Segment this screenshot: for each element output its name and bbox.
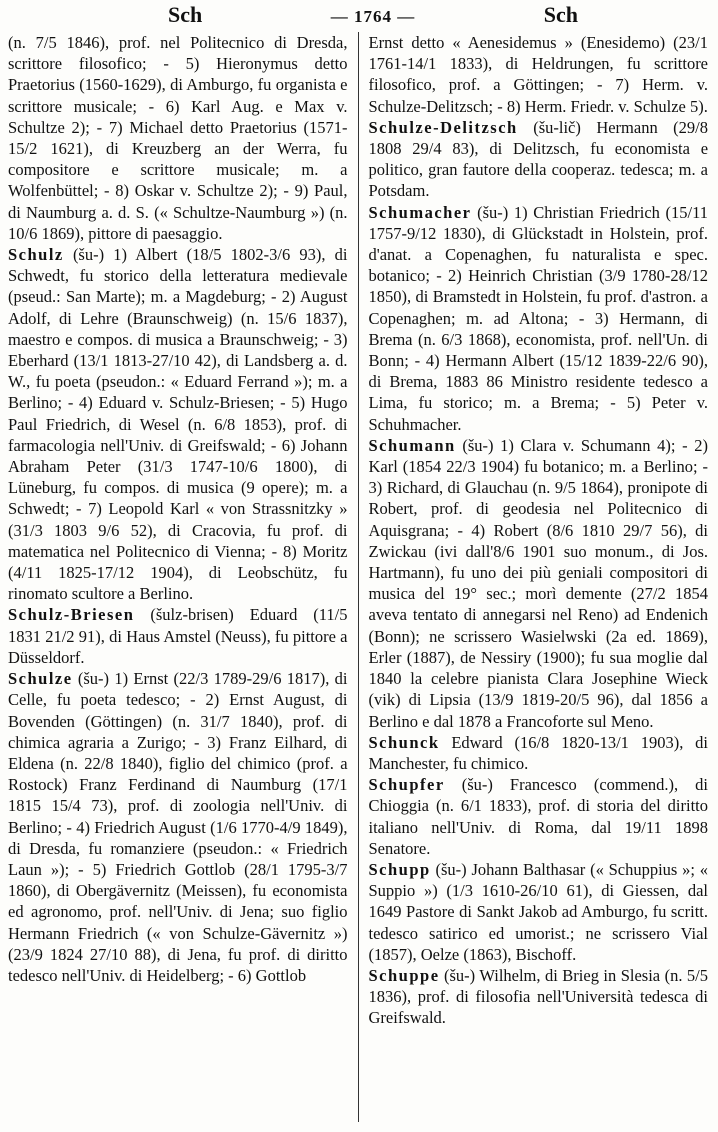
page-number: — 1764 — [330,7,416,26]
entry-headword: Schuppe [368,965,440,985]
entry-headword: Schupp [368,859,431,879]
entry-text: (šu-) 1) Clara v. Schumann 4); - 2) Karl (1854 22/3 1904) fu botanico; m. a Berlino; - 3) Richard, di Glauchau (n. 9/5 1864), pronipote di Robert, prof. di geodesia nel Politecnico di Aquisgrana; - 4) Robert (8/6 1810 29/7 56), di Zwickau (ivi dall'8/6 1901 suo monum., di Jos. Hartmann), fu uno dei più geniali compositori di musica del 19° sec.; morì demente (27/2 1854 aveva tentato di annegarsi nel Reno) ad Endenich (Bonn); ne scrissero Wasielwski (2a ed. 1869), Erler (1887), de Nessiry (1900); fu sua moglie dal 1840 la celebre pianista Clara Josephine Wieck (vik) di Lipsia (13/9 1819-20/5 96), dal 1856 a Berlino e dal 1878 a Francoforte sul Meno. [368,435,709,731]
entry-text: (šu-) 1) Christian Friedrich (15/11 1757-9/12 1830), di Glückstadt in Holstein, prof. d'anat. a Copenaghen, fu naturalista e spec. botanico; - 2) Heinrich Christian (3/9 1780-28/12 1850), di Bramstedt in Holstein, fu prof. d'astron. a Copenaghen; m. ad Altona; - 3) Hermann, di Brema (n. 6/3 1868), economista, prof. nell'Un. di Bonn; - 4) Hermann Albert (15/12 1839-22/6 90), di Brema, 1883 86 Ministro residente tedesco a Lima, fu storico; m. a Brema; - 5) Peter v. Schuhmacher. [368,202,709,434]
left-column [8,32,356,1122]
entry-text: (šu-) 1) Ernst (22/3 1789-29/6 1817), di Celle, fu poeta tedesco; - 2) Ernst August, di Bovenden (Göttingen) (n. 31/7 1840), prof. di chimica agraria a Zurigo; - 3) Franz Eilhard, di Eldena (n. 22/8 1840), figlio del chimico (prof. a Rostock) Franz Ferdinand di Naumburg (17/1 1815 15/4 73), prof. di zoologia nell'Univ. di Berlino; - 4) Friedrich August (1/6 1770-4/9 1849), di Dresda, fu romanziere (pseudon.: « Friedrich Laun »); - 5) Friedrich Gottlob (28/1 1795-3/7 1860), di Obergävernitz (Meissen), fu economista ed agronomo, prof. nell'Univ. di Jena; suo figlio Hermann Friedrich (« von Schulze-Gävernitz ») (23/9 1824 27/10 88), di Jena, fu prof. di diritto tedesco nell'Univ. di Heidelberg; - 6) Gottlob [8,669,348,985]
entry-headword: Schupfer [368,775,445,795]
column-divider [358,32,359,1122]
entry-text: Ernst detto « Aenesidemus » (Enesidemo) (23/1 1761-14/1 1833), di Heldrungen, fu scrittore filosofico, prof. a Göttingen; - 7) Herm. v. Schulze-Delitzsch; - 8) Herm. Friedr. v. Schulze 5). [368,33,709,116]
entry [369,32,709,117]
entry [369,435,709,732]
entry [8,668,348,986]
entry-text: (šulz-brisen) Eduard (11/5 1831 21/2 91), di Haus Amstel (Neuss), fu pittore a Düsseldorf. [8,605,348,667]
entry [369,117,709,202]
entry-headword: Schunck [368,732,440,752]
entry-text: (šu-) Francesco (commend.), di Chioggia (n. 6/1 1833), prof. di storia del diritto italiano nell'Univ. di Roma, dal 19/11 1898 Senatore. [368,775,709,858]
entry [369,774,709,859]
entry-text: (šu-) Johann Balthasar (« Schuppius »; « Suppio ») (1/3 1610-26/10 61), di Giessen, dal 1649 Pastore di Sankt Jakob ad Amburgo, fu scritt. tedesco satirico ed umorist.; ne scrissero Vial (1857), Oelze (1863), Bischoff. [368,859,709,964]
entry [8,244,348,604]
entry-headword: Schumacher [368,202,472,222]
entry [369,965,709,1029]
entry-text: (šu-) 1) Albert (18/5 1802-3/6 93), di Schwedt, fu storico della letteratura medievale (pseud.: San Marte); m. a Magdeburg; - 2) August Adolf, di Lehre (Braunschweig) (n. 15/6 1837), maestro e compos. di musica a Braunschweig; - 3) Eberhard (13/1 1813-27/10 42), di Landsberg a. d. W., fu poeta (pseudon.: « Eduard Ferrand »); m. a Berlino; - 4) Eduard v. Schulz-Briesen; - 5) Hugo Paul Friedrich, di Wesel (n. 6/8 1853), prof. di farmacologia nell'Univ. di Greifswald; - 6) Johann Abraham Peter (31/3 1747-10/6 1800), di Lüneburg, fu compos. di musica (9 opere); m. a Schwedt; - 7) Leopold Karl « von Strassnitzky » (31/3 1803 9/6 52), di Cracovia, fu prof. di matematica nel Politecnico di Vienna; - 8) Moritz (4/11 1825-17/12 1904), di Leobschütz, fu rinomato scultore a Berlino. [8,245,348,604]
header-left-guide-word: Sch [168,2,203,27]
entry [369,732,709,774]
entry [369,859,709,965]
entry-headword: Schulze [8,669,73,689]
entry-headword: Schumann [368,435,456,455]
entry [369,202,709,435]
entry-text: (šu-lič) Hermann (29/8 1808 29/4 83), di Delitzsch, fu economista e politico, gran fautore della cooperaz. tedesca; m. a Potsdam. [368,117,709,201]
entry-headword: Schulz [8,245,64,265]
page-header [8,2,708,32]
entry-text: (šu-) Wilhelm, di Brieg in Slesia (n. 5/5 1836), prof. di filosofia nell'Università tedesca di Greifswald. [368,965,709,1028]
entry-headword: Schulz-Briesen [8,605,135,625]
entry [8,604,348,668]
two-column-body [8,32,708,1122]
entry-text: (n. 7/5 1846), prof. nel Politecnico di Dresda, scrittore filosofico; - 5) Hieronymus detto Praetorius (1560-1629), di Amburgo, fu organista e scrittore musicale; - 6) Karl Aug. e Max v. Schultze 2); - 7) Michael detto Praetorius (1571-15/2 1621), di Kreuzberg an der Werra, fu compositore e scrittore musicale; m. a Wolfenbüttel; - 8) Oskar v. Schultze 2); - 9) Paul, di Naumburg a. d. S. (« Schultze-Naumburg ») (n. 10/6 1869), pittore di paesaggio. [8,33,348,243]
entry [8,32,348,244]
right-column [365,32,709,1122]
header-right-guide-word: Sch [543,2,578,27]
entry-headword: Schulze-Delitzsch [368,117,518,137]
entry-text: Edward (16/8 1820-13/1 1903), di Manchester, fu chimico. [368,732,709,773]
